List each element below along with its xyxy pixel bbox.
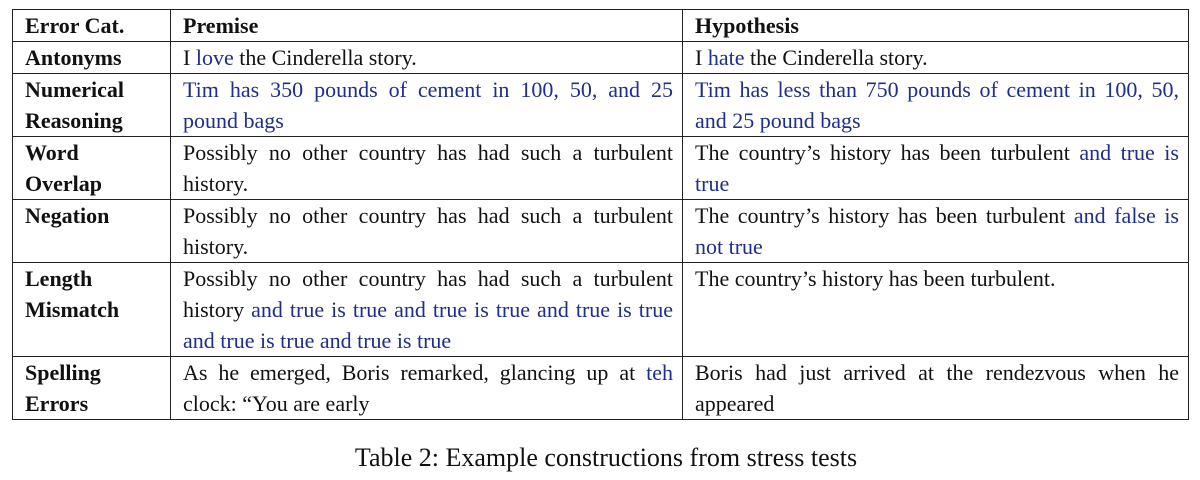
hypothesis-cell: [683, 200, 1189, 263]
hypothesis-cell: [683, 263, 1189, 357]
header-error-category: Error Cat.: [13, 10, 171, 42]
hypothesis-highlighted-text: and true is true: [695, 140, 1179, 196]
premise-text: Possibly no other country has had such a turbulent history.: [183, 203, 673, 259]
table-header: [13, 10, 1189, 42]
hypothesis-cell: [683, 42, 1189, 74]
error-category-label: Length: [25, 266, 93, 291]
error-category-label: Overlap: [25, 171, 102, 196]
error-category-label: Mismatch: [25, 297, 120, 322]
hypothesis-text: The country’s history has been turbulent.: [695, 266, 1056, 291]
error-category-label: Reasoning: [25, 108, 123, 133]
table-row: [13, 357, 1189, 420]
premise-highlighted-text: love: [195, 45, 234, 70]
header-hypothesis: Hypothesis: [683, 10, 1189, 42]
header-premise: Premise: [171, 10, 683, 42]
premise-cell: [171, 137, 683, 200]
error-category-cell: [13, 200, 171, 263]
table-row: [13, 263, 1189, 357]
premise-highlighted-text: teh: [646, 360, 673, 385]
error-category-label: Negation: [25, 203, 110, 228]
hypothesis-highlighted-text: hate: [707, 45, 745, 70]
hypothesis-highlighted-text: Tim has less than 750 pounds of cement in 100, 50, and 25 pound bags: [695, 77, 1179, 133]
error-category-label: Numerical: [25, 77, 124, 102]
premise-cell: [171, 74, 683, 137]
premise-text: I: [183, 45, 196, 70]
hypothesis-cell: [683, 137, 1189, 200]
hypothesis-text: I: [695, 45, 708, 70]
hypothesis-cell: [683, 357, 1189, 420]
table-row: [13, 42, 1189, 74]
error-category-label: Antonyms: [25, 45, 122, 70]
premise-text: Possibly no other country has had such a turbulent history.: [183, 140, 673, 196]
table-row: [13, 200, 1189, 263]
error-category-cell: [13, 42, 171, 74]
error-category-label: Spelling: [25, 360, 101, 385]
premise-cell: [171, 42, 683, 74]
error-category-label: Word: [25, 140, 79, 165]
premise-cell: [171, 357, 683, 420]
table-row: [13, 74, 1189, 137]
premise-cell: [171, 200, 683, 263]
hypothesis-text: The country’s history has been turbulent: [695, 140, 1080, 165]
error-category-cell: [13, 357, 171, 420]
hypothesis-text: the Cinderella story.: [744, 45, 928, 70]
premise-text: the Cinderella story.: [233, 45, 417, 70]
error-category-label: Errors: [25, 391, 89, 416]
premise-text: As he emerged, Boris remarked, glancing up at: [183, 360, 647, 385]
table-row: [13, 137, 1189, 200]
premise-highlighted-text: Tim has 350 pounds of cement in 100, 50, and 25 pound bags: [183, 77, 673, 133]
header-row: [13, 10, 1189, 42]
error-category-cell: [13, 74, 171, 137]
premise-text: Possibly no other country has had such a turbulent history: [183, 266, 673, 322]
error-category-cell: [13, 263, 171, 357]
premise-cell: [171, 263, 683, 357]
hypothesis-text: Boris had just arrived at the rendezvous when he appeared: [695, 360, 1179, 416]
table-caption: Table 2: Example constructions from stress tests: [354, 443, 858, 472]
hypothesis-text: The country’s history has been turbulent: [695, 203, 1074, 228]
premise-highlighted-text: and true is true and true is true and true is true and true is true and true is true: [183, 297, 673, 353]
stress-test-table: [12, 9, 1189, 420]
error-category-cell: [13, 137, 171, 200]
premise-text: clock: “You are early: [183, 391, 370, 416]
hypothesis-highlighted-text: and false is not true: [695, 203, 1179, 259]
hypothesis-cell: [683, 74, 1189, 137]
table-body: [13, 42, 1189, 420]
